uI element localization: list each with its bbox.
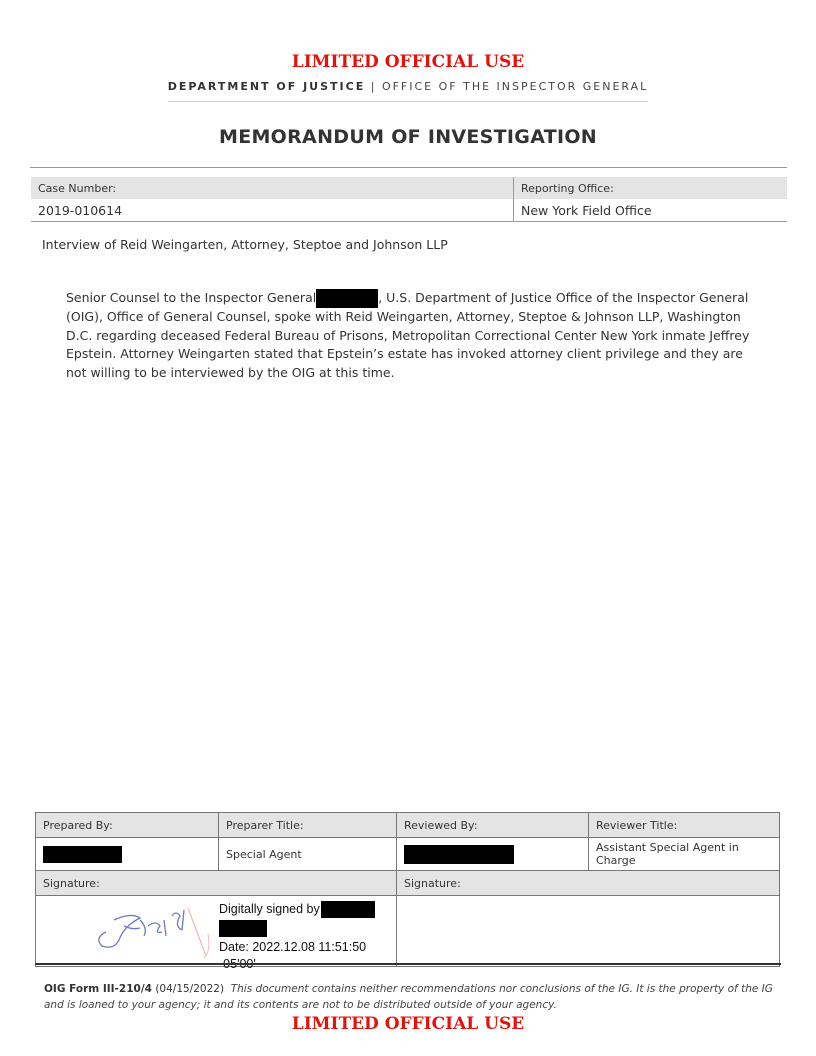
body-part-1: Senior Counsel to the Inspector General	[66, 290, 317, 305]
footer-disclaimer: This document contains neither recommendations nor conclusions of the IG. It is the property of the IG and is loaned to your agency; it and its contents are not to be distributed outside of your agency.	[44, 983, 773, 1011]
department-name: DEPARTMENT OF JUSTICE	[167, 80, 366, 93]
page-title: MEMORANDUM OF INVESTIGATION	[218, 126, 598, 148]
footer-divider	[35, 963, 781, 965]
redaction-box	[321, 901, 375, 918]
preparer-title-value: Special Agent	[219, 838, 397, 871]
redaction-box	[316, 289, 378, 308]
prepared-by-label: Prepared By:	[36, 813, 219, 838]
case-number-label: Case Number:	[31, 177, 514, 199]
form-date: (04/15/2022)	[155, 983, 225, 995]
office-name: OFFICE OF THE INSPECTOR GENERAL	[381, 80, 649, 93]
memo-body	[66, 289, 766, 382]
redaction-box	[404, 845, 514, 864]
reviewed-by-label: Reviewed By:	[397, 813, 589, 838]
form-footer	[44, 981, 774, 1013]
redaction-box	[43, 846, 122, 863]
reporting-office-label: Reporting Office:	[514, 177, 788, 199]
reviewer-title-label: Reviewer Title:	[589, 813, 780, 838]
reporting-office-value: New York Field Office	[514, 199, 788, 222]
department-header	[0, 80, 816, 93]
header-separator: |	[370, 80, 377, 93]
preparer-signature-field[interactable]	[36, 896, 397, 967]
prepared-by-value	[36, 838, 219, 871]
reviewer-title-value: Assistant Special Agent in Charge	[589, 838, 780, 871]
reviewed-by-value	[397, 838, 589, 871]
redaction-box	[219, 920, 267, 937]
digital-signature-date: Date: 2022.12.08 11:51:50	[219, 940, 367, 954]
header-divider	[168, 101, 648, 102]
body-part-2: , U.S. Department of Justice Office of the Inspector General (OIG), Office of General Counsel, spoke with Reid Weingarten, Attorney, Steptoe & Johnson LLP, Washington D.C. regarding deceased Federal Bureau of Prisons, Metropolitan Correctional Center New York inmate Jeffrey Epstein. Attorney Weingarten stated that Epstein’s estate has invoked attorney client privilege and they are not willing to be interviewed by the OIG at this time.	[66, 290, 750, 380]
digital-signed-label: Digitally signed by	[219, 902, 320, 916]
case-info-table	[31, 177, 787, 222]
preparer-signature-label: Signature:	[36, 871, 397, 896]
case-number-value: 2019-010614	[31, 199, 514, 222]
classification-banner-top: LIMITED OFFICIAL USE	[291, 52, 525, 72]
title-divider	[30, 167, 787, 168]
signoff-table	[35, 812, 780, 967]
form-id: OIG Form III-210/4	[44, 983, 152, 995]
reviewer-signature-label: Signature:	[397, 871, 780, 896]
preparer-title-label: Preparer Title:	[219, 813, 397, 838]
reviewer-signature-field[interactable]	[397, 896, 780, 967]
digital-signature-text	[219, 900, 399, 972]
memo-subject: Interview of Reid Weingarten, Attorney, Steptoe and Johnson LLP	[42, 237, 448, 252]
classification-banner-bottom: LIMITED OFFICIAL USE	[291, 1014, 525, 1034]
